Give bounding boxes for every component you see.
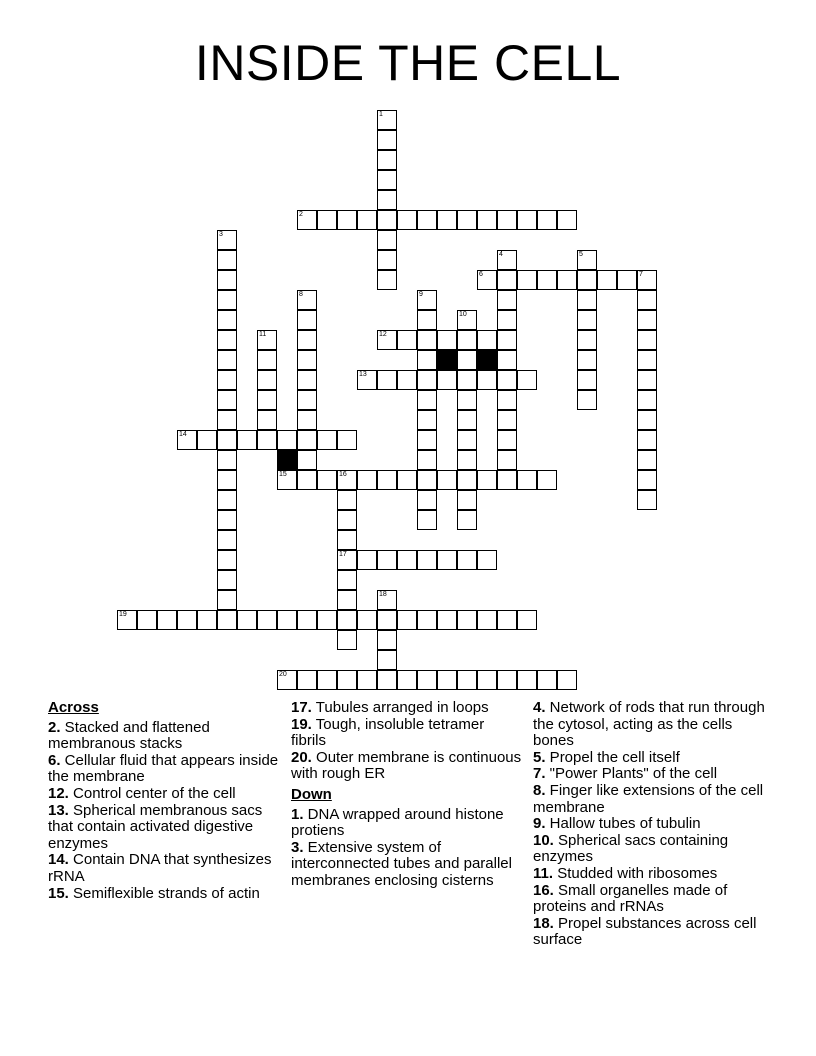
grid-cell[interactable]	[337, 670, 357, 690]
down-clue	[533, 700, 773, 750]
clue-text: Network of rods that run through the cytosol, acting as the cells bones	[533, 699, 765, 750]
grid-cell[interactable]	[357, 370, 377, 390]
puzzle-title: INSIDE THE CELL	[194, 35, 622, 91]
clue-text: Extensive system of interconnected tubes and parallel membranes enclosing cisterns	[291, 838, 512, 889]
grid-cell[interactable]	[517, 610, 537, 630]
down-clue	[291, 807, 523, 840]
grid-cell[interactable]	[497, 370, 517, 390]
grid-cell[interactable]	[337, 630, 357, 650]
grid-cell[interactable]	[437, 210, 457, 230]
clue-number-label: 12.	[48, 784, 69, 802]
grid-cell[interactable]	[377, 370, 397, 390]
clue-number-label: 18.	[533, 914, 554, 932]
grid-cell[interactable]	[377, 270, 397, 290]
grid-cell[interactable]	[417, 210, 437, 230]
grid-cell[interactable]	[497, 390, 517, 410]
clue-text: Outer membrane is continuous with rough ER	[291, 748, 522, 783]
grid-cell[interactable]	[477, 330, 497, 350]
grid-cell[interactable]	[317, 670, 337, 690]
grid-cell[interactable]	[637, 290, 657, 310]
grid-cell[interactable]	[477, 610, 497, 630]
grid-cell[interactable]	[457, 670, 477, 690]
grid-cell[interactable]	[497, 430, 517, 450]
grid-cell[interactable]	[437, 670, 457, 690]
grid-cell[interactable]	[297, 450, 317, 470]
clue-text: DNA wrapped around histone protiens	[291, 805, 504, 840]
clue-number: 19	[119, 611, 127, 618]
grid-cell[interactable]	[517, 670, 537, 690]
grid-cell[interactable]	[377, 670, 397, 690]
across-clue	[48, 803, 280, 853]
grid-cell[interactable]	[377, 130, 397, 150]
across-clue	[291, 717, 523, 750]
down-clue	[533, 816, 773, 833]
grid-cell[interactable]	[497, 610, 517, 630]
grid-cell[interactable]	[437, 470, 457, 490]
clue-number: 17	[339, 551, 347, 558]
grid-cell[interactable]	[397, 210, 417, 230]
grid-cell[interactable]	[377, 230, 397, 250]
grid-cell[interactable]	[577, 290, 597, 310]
grid-cell[interactable]	[577, 270, 597, 290]
clue-text: Hallow tubes of tubulin	[545, 815, 701, 833]
grid-cell[interactable]	[457, 550, 477, 570]
down-clue	[533, 833, 773, 866]
across-clue	[291, 750, 523, 783]
grid-cell[interactable]	[497, 470, 517, 490]
grid-cell[interactable]	[457, 330, 477, 350]
grid-cell[interactable]	[217, 510, 237, 530]
grid-cell[interactable]	[437, 370, 457, 390]
clue-number: 4	[499, 251, 503, 258]
down-clue	[533, 766, 773, 783]
grid-cell[interactable]	[457, 410, 477, 430]
grid-cell[interactable]	[297, 430, 317, 450]
grid-cell[interactable]	[617, 270, 637, 290]
grid-cell[interactable]	[397, 470, 417, 490]
grid-cell[interactable]	[577, 390, 597, 410]
clue-number: 5	[579, 251, 583, 258]
down-clue	[533, 866, 773, 883]
down-clue	[291, 840, 523, 890]
clue-number-label: 13.	[48, 801, 69, 819]
grid-cell[interactable]	[457, 470, 477, 490]
black-cell	[277, 450, 297, 470]
grid-cell[interactable]	[257, 410, 277, 430]
grid-cell[interactable]	[457, 390, 477, 410]
grid-cell[interactable]	[257, 430, 277, 450]
grid-cell[interactable]	[217, 270, 237, 290]
grid-cell[interactable]	[437, 610, 457, 630]
grid-cell[interactable]	[637, 370, 657, 390]
grid-cell[interactable]	[417, 450, 437, 470]
grid-cell[interactable]	[417, 370, 437, 390]
grid-cell[interactable]	[297, 470, 317, 490]
clue-text: Propel the cell itself	[545, 748, 680, 766]
clue-text: Spherical sacs containing enzymes	[533, 831, 729, 866]
grid-cell[interactable]	[637, 270, 657, 290]
clue-text: Tough, insoluble tetramer fibrils	[291, 715, 485, 750]
grid-cell[interactable]	[357, 670, 377, 690]
grid-cell[interactable]	[497, 410, 517, 430]
grid-cell[interactable]	[357, 210, 377, 230]
grid-cell[interactable]	[577, 310, 597, 330]
grid-cell[interactable]	[577, 250, 597, 270]
clue-column-3	[533, 700, 773, 949]
grid-cell[interactable]	[237, 430, 257, 450]
across-clue	[291, 700, 523, 717]
grid-cell[interactable]	[157, 610, 177, 630]
down-clue	[533, 783, 773, 816]
grid-cell[interactable]	[417, 610, 437, 630]
grid-cell[interactable]	[217, 410, 237, 430]
grid-cell[interactable]	[337, 490, 357, 510]
grid-cell[interactable]	[337, 470, 357, 490]
grid-cell[interactable]	[217, 350, 237, 370]
grid-cell[interactable]	[217, 470, 237, 490]
grid-cell[interactable]	[497, 450, 517, 470]
clue-number: 11	[259, 331, 267, 338]
grid-cell[interactable]	[337, 610, 357, 630]
grid-cell[interactable]	[317, 470, 337, 490]
grid-cell[interactable]	[477, 550, 497, 570]
grid-cell[interactable]	[217, 310, 237, 330]
grid-cell[interactable]	[417, 350, 437, 370]
grid-cell[interactable]	[217, 250, 237, 270]
grid-cell[interactable]	[217, 370, 237, 390]
grid-cell[interactable]	[217, 490, 237, 510]
clue-number-label: 8.	[533, 781, 546, 799]
clue-number-label: 2.	[48, 718, 61, 736]
grid-cell[interactable]	[397, 610, 417, 630]
grid-cell[interactable]	[417, 390, 437, 410]
clue-number: 13	[359, 371, 367, 378]
grid-cell[interactable]	[217, 610, 237, 630]
grid-cell[interactable]	[377, 470, 397, 490]
grid-cell[interactable]	[297, 330, 317, 350]
clue-column-1	[48, 700, 280, 902]
grid-cell[interactable]	[337, 550, 357, 570]
grid-cell[interactable]	[537, 470, 557, 490]
grid-cell[interactable]	[257, 610, 277, 630]
grid-cell[interactable]	[457, 510, 477, 530]
grid-cell[interactable]	[257, 370, 277, 390]
grid-cell[interactable]	[577, 370, 597, 390]
grid-cell[interactable]	[457, 350, 477, 370]
grid-cell[interactable]	[217, 230, 237, 250]
grid-cell[interactable]	[637, 470, 657, 490]
clue-text: Small organelles made of proteins and rRNAs	[533, 881, 728, 916]
grid-cell[interactable]	[497, 670, 517, 690]
clue-number: 3	[219, 231, 223, 238]
grid-cell[interactable]	[497, 250, 517, 270]
grid-cell[interactable]	[357, 470, 377, 490]
clue-text: Studded with ribosomes	[553, 864, 718, 882]
grid-cell[interactable]	[377, 190, 397, 210]
grid-cell[interactable]	[477, 210, 497, 230]
grid-cell[interactable]	[277, 670, 297, 690]
grid-cell[interactable]	[637, 350, 657, 370]
grid-cell[interactable]	[457, 490, 477, 510]
grid-cell[interactable]	[317, 210, 337, 230]
grid-cell[interactable]	[417, 470, 437, 490]
grid-cell[interactable]	[337, 590, 357, 610]
grid-cell[interactable]	[377, 210, 397, 230]
grid-cell[interactable]	[637, 410, 657, 430]
grid-cell[interactable]	[417, 670, 437, 690]
grid-cell[interactable]	[537, 270, 557, 290]
clue-number-label: 4.	[533, 699, 546, 716]
grid-cell[interactable]	[297, 610, 317, 630]
clue-text: "Power Plants" of the cell	[545, 765, 718, 783]
grid-cell[interactable]	[337, 510, 357, 530]
grid-cell[interactable]	[377, 110, 397, 130]
across-clue	[48, 720, 280, 753]
grid-cell[interactable]	[477, 670, 497, 690]
grid-cell[interactable]	[317, 610, 337, 630]
grid-cell[interactable]	[377, 550, 397, 570]
grid-cell[interactable]	[577, 330, 597, 350]
grid-cell[interactable]	[417, 550, 437, 570]
clue-text: Semiflexible strands of actin	[68, 884, 260, 902]
grid-cell[interactable]	[257, 330, 277, 350]
grid-cell[interactable]	[597, 270, 617, 290]
grid-cell[interactable]	[457, 370, 477, 390]
grid-cell[interactable]	[217, 430, 237, 450]
clue-number: 10	[459, 311, 467, 318]
grid-cell[interactable]	[557, 270, 577, 290]
grid-cell[interactable]	[377, 650, 397, 670]
clue-number: 2	[299, 211, 303, 218]
grid-cell[interactable]	[257, 350, 277, 370]
grid-cell[interactable]	[457, 210, 477, 230]
grid-cell[interactable]	[637, 450, 657, 470]
grid-cell[interactable]	[557, 670, 577, 690]
clue-number: 20	[279, 671, 287, 678]
clue-number-label: 1.	[291, 805, 304, 823]
grid-cell[interactable]	[497, 270, 517, 290]
grid-cell[interactable]	[337, 530, 357, 550]
clue-text: Cellular fluid that appears inside the membrane	[48, 751, 279, 786]
grid-cell[interactable]	[257, 390, 277, 410]
grid-cell[interactable]	[177, 430, 197, 450]
grid-cell[interactable]	[297, 390, 317, 410]
grid-cell[interactable]	[337, 570, 357, 590]
clue-text: Contain DNA that synthesizes rRNA	[48, 851, 272, 885]
clue-number-label: 5.	[533, 748, 546, 766]
grid-cell[interactable]	[637, 390, 657, 410]
grid-cell[interactable]	[337, 210, 357, 230]
across-clue	[48, 886, 280, 903]
grid-cell[interactable]	[417, 310, 437, 330]
grid-cell[interactable]	[497, 350, 517, 370]
clue-text: Stacked and flattened membranous stacks	[48, 718, 210, 753]
grid-cell[interactable]	[397, 670, 417, 690]
grid-cell[interactable]	[217, 390, 237, 410]
clue-text: Tubules arranged in loops	[311, 699, 489, 716]
black-cell	[477, 350, 497, 370]
grid-cell[interactable]	[637, 330, 657, 350]
across-clue	[48, 852, 280, 885]
clue-number-label: 17.	[291, 699, 312, 716]
grid-cell[interactable]	[297, 210, 317, 230]
grid-cell[interactable]	[497, 210, 517, 230]
grid-cell[interactable]	[637, 310, 657, 330]
clue-number-label: 3.	[291, 838, 304, 856]
grid-cell[interactable]	[457, 450, 477, 470]
grid-cell[interactable]	[517, 210, 537, 230]
grid-cell[interactable]	[197, 430, 217, 450]
clue-column-2	[291, 700, 523, 890]
grid-cell[interactable]	[417, 290, 437, 310]
grid-cell[interactable]	[297, 670, 317, 690]
down-clue	[533, 750, 773, 767]
down-clue	[533, 916, 773, 949]
grid-cell[interactable]	[477, 470, 497, 490]
across-clue	[48, 753, 280, 786]
grid-cell[interactable]	[177, 610, 197, 630]
grid-cell[interactable]	[497, 290, 517, 310]
grid-cell[interactable]	[217, 330, 237, 350]
across-heading: Across	[48, 699, 99, 716]
down-clue	[533, 883, 773, 916]
clue-number: 9	[419, 291, 423, 298]
grid-cell[interactable]	[477, 270, 497, 290]
grid-cell[interactable]	[417, 430, 437, 450]
grid-cell[interactable]	[397, 370, 417, 390]
grid-cell[interactable]	[477, 370, 497, 390]
grid-cell[interactable]	[557, 210, 577, 230]
grid-cell[interactable]	[397, 330, 417, 350]
grid-cell[interactable]	[637, 490, 657, 510]
grid-cell[interactable]	[297, 290, 317, 310]
clue-text: Control center of the cell	[68, 784, 236, 802]
grid-cell[interactable]	[217, 570, 237, 590]
grid-cell[interactable]	[357, 610, 377, 630]
clue-number: 6	[479, 271, 483, 278]
clue-number: 1	[379, 111, 383, 118]
grid-cell[interactable]	[517, 370, 537, 390]
clue-text: Propel substances across cell surface	[533, 914, 757, 949]
clue-number-label: 20.	[291, 748, 312, 766]
clue-text: Finger like extensions of the cell membrane	[533, 781, 764, 816]
clue-number: 14	[179, 431, 187, 438]
grid-cell[interactable]	[297, 350, 317, 370]
grid-cell[interactable]	[337, 430, 357, 450]
grid-cell[interactable]	[297, 410, 317, 430]
grid-cell[interactable]	[377, 590, 397, 610]
black-cell	[437, 350, 457, 370]
grid-cell[interactable]	[297, 310, 317, 330]
grid-cell[interactable]	[537, 670, 557, 690]
grid-cell[interactable]	[377, 150, 397, 170]
clue-number: 8	[299, 291, 303, 298]
across-clue	[48, 786, 280, 803]
clue-number-label: 15.	[48, 884, 69, 902]
clue-number-label: 16.	[533, 881, 554, 899]
clue-number-label: 14.	[48, 851, 69, 869]
grid-cell[interactable]	[377, 170, 397, 190]
grid-cell[interactable]	[457, 310, 477, 330]
grid-cell[interactable]	[537, 210, 557, 230]
clue-number-label: 7.	[533, 765, 546, 783]
grid-cell[interactable]	[377, 250, 397, 270]
grid-cell[interactable]	[277, 470, 297, 490]
grid-cell[interactable]	[197, 610, 217, 630]
clue-number: 16	[339, 471, 347, 478]
grid-cell[interactable]	[217, 530, 237, 550]
grid-cell[interactable]	[517, 470, 537, 490]
grid-cell[interactable]	[277, 430, 297, 450]
grid-cell[interactable]	[437, 550, 457, 570]
clue-number: 15	[279, 471, 287, 478]
grid-cell[interactable]	[137, 610, 157, 630]
grid-cell[interactable]	[577, 350, 597, 370]
grid-cell[interactable]	[437, 330, 457, 350]
clue-number-label: 10.	[533, 831, 554, 849]
grid-cell[interactable]	[297, 370, 317, 390]
clue-number-label: 9.	[533, 815, 546, 833]
grid-cell[interactable]	[417, 510, 437, 530]
grid-cell[interactable]	[417, 410, 437, 430]
grid-cell[interactable]	[377, 630, 397, 650]
grid-cell[interactable]	[457, 610, 477, 630]
grid-cell[interactable]	[117, 610, 137, 630]
grid-cell[interactable]	[497, 330, 517, 350]
grid-cell[interactable]	[637, 430, 657, 450]
grid-cell[interactable]	[517, 270, 537, 290]
clue-number-label: 11.	[533, 864, 554, 882]
clue-number-label: 19.	[291, 715, 312, 733]
down-heading: Down	[291, 785, 332, 803]
grid-cell[interactable]	[317, 430, 337, 450]
clue-number: 18	[379, 591, 387, 598]
grid-cell[interactable]	[457, 430, 477, 450]
grid-cell[interactable]	[417, 330, 437, 350]
clue-text: Spherical membranous sacs that contain activated digestive enzymes	[48, 801, 263, 852]
grid-cell[interactable]	[377, 330, 397, 350]
grid-cell[interactable]	[217, 290, 237, 310]
grid-cell[interactable]	[397, 550, 417, 570]
grid-cell[interactable]	[237, 610, 257, 630]
clue-number: 7	[639, 271, 643, 278]
grid-cell[interactable]	[497, 310, 517, 330]
clue-number: 12	[379, 331, 387, 338]
grid-cell[interactable]	[357, 550, 377, 570]
grid-cell[interactable]	[217, 450, 237, 470]
grid-cell[interactable]	[217, 590, 237, 610]
grid-cell[interactable]	[377, 610, 397, 630]
grid-cell[interactable]	[417, 490, 437, 510]
grid-cell[interactable]	[217, 550, 237, 570]
clue-number-label: 6.	[48, 751, 61, 769]
grid-cell[interactable]	[277, 610, 297, 630]
